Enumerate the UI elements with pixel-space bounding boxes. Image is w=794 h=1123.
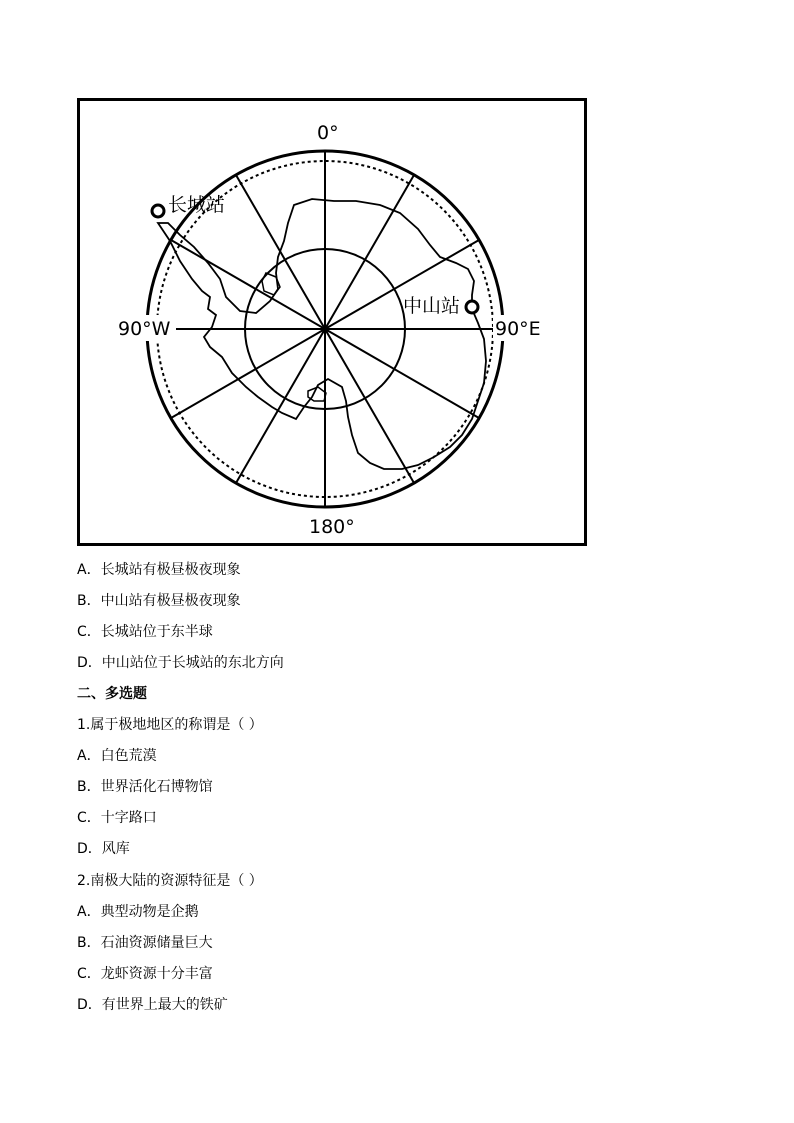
changcheng-station-marker xyxy=(152,205,164,217)
label-changcheng-station: 长城站 xyxy=(168,194,226,216)
label-180-degree: 180° xyxy=(309,516,355,538)
label-0-degree: 0° xyxy=(317,122,339,144)
question-1-option-d: D．风库 xyxy=(77,841,130,857)
question-2-option-d: D．有世界上最大的铁矿 xyxy=(77,997,228,1013)
question-1-option-b: B．世界活化石博物馆 xyxy=(77,779,213,795)
antarctica-map xyxy=(77,98,587,546)
island-1 xyxy=(308,387,326,401)
question-1-option-c: C．十字路口 xyxy=(77,810,157,826)
map-svg xyxy=(80,101,584,543)
label-90w: 90°W xyxy=(118,318,171,340)
question-2-option-b: B．石油资源储量巨大 xyxy=(77,935,213,951)
label-zhongshan-station: 中山站 xyxy=(403,295,461,317)
section-title: 二、多选题 xyxy=(77,686,147,702)
label-90e: 90°E xyxy=(495,318,541,340)
prev-option-a: A．长城站有极昼极夜现象 xyxy=(77,562,241,578)
prev-option-c: C．长城站位于东半球 xyxy=(77,624,213,640)
question-1-option-a: A．白色荒漠 xyxy=(77,748,157,764)
prev-option-d: D．中山站位于长城站的东北方向 xyxy=(77,655,284,671)
question-2-option-a: A．典型动物是企鹅 xyxy=(77,904,199,920)
question-2-stem: 2.南极大陆的资源特征是（ ） xyxy=(77,873,263,889)
question-2-option-c: C．龙虾资源十分丰富 xyxy=(77,966,213,982)
prev-option-b: B．中山站有极昼极夜现象 xyxy=(77,593,241,609)
zhongshan-station-marker xyxy=(466,301,478,313)
question-1-stem: 1.属于极地地区的称谓是（ ） xyxy=(77,717,263,733)
